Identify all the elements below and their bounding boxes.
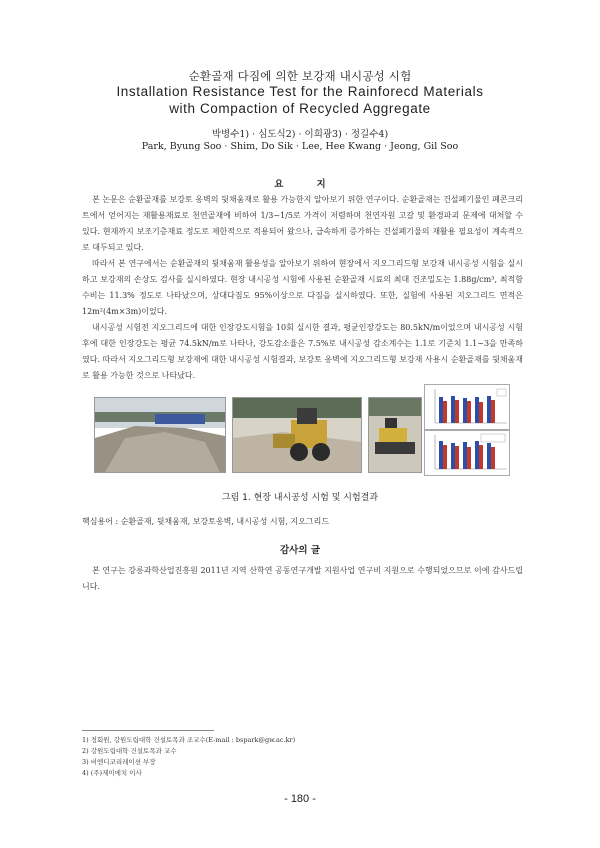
authors-korean: 박병수1) · 심도식2) · 이희광3) · 정길수4) [211, 129, 389, 140]
page-number: - 180 - [284, 793, 316, 805]
footnote-1: 1) 정회원, 강원도립대학 건설토목과 조교수(E-mail : bspark@gw.ac.kr) [82, 736, 296, 744]
keywords: 핵심용어 : 순환골재, 뒷채움재, 보강토옹벽, 내시공성 시험, 지오그리드 [82, 517, 330, 526]
footnote-4: 4) (주)제이에치 이사 [82, 769, 142, 777]
abstract-heading: 요 지 [274, 179, 326, 190]
acknowledgement-text: 본 연구는 강릉과학산업진흥원 2011년 지역 산학연 공동연구개발 지원사업 연구비 지원으로 수행되었으므로 이에 감사드립니다. [82, 566, 523, 591]
acknowledgement-heading: 감사의 글 [279, 545, 320, 556]
figure-caption: 그림 1. 현장 내시공성 시험 및 시험결과 [221, 493, 379, 503]
authors-english: Park, Byung Soo · Shim, Do Sik · Lee, Hee Kwang · Jeong, Gil Soo [141, 141, 459, 152]
loader-photo [232, 397, 362, 473]
footnote-2: 2) 강원도립대학 건설토목과 교수 [82, 747, 177, 755]
abstract-body [82, 192, 523, 384]
result-chart-1 [424, 384, 510, 430]
result-chart-2 [424, 430, 510, 476]
footnote-3: 3) 비엔디코리레이션 부장 [82, 758, 156, 766]
footnote-divider [82, 730, 214, 731]
footnotes [82, 735, 522, 779]
abstract-paragraph-2: 따라서 본 연구에서는 순환골재의 뒷채움재 활용성을 알아보기 위하여 현장에서 지오그리드형 보강재 내시공성 시험을 실시하고 보강재의 손상도 검사를 실시하였다. 현장 내시공성 시험에 사용된 순환골재 시료의 최대 건조밀도는 1.88g/cm³, 최적함수비는 11.3% 정도로 나타났으며, 상대다짐도 95%이상으로 다짐을 실시하였다. 또한, 실험에 사용된 지오그리드 면적은 12m²(4m×3m)이었다. [82, 259, 523, 316]
abstract-paragraph-3: 내시공성 시험전 지오그리드에 대한 인장강도시험을 10회 실시한 결과, 평균인장강도는 80.5kN/m이었으며 내시공성 시험후에 대한 인장강도는 평균 74.5kN/m로 나타나, 강도감소율은 7.5%로 내시공성 감소계수는 1.1로 기준치 1.1~3을 만족하였다. 따라서 지오그리드형 보강재에 대한 내시공성 시험결과, 보강토 옹벽에 지오그리드형 보강재 사용시 순환골재를 뒷채움재로 활용 가능한 것으로 나타났다. [82, 323, 523, 380]
paper-title-english-line2: with Compaction of Recycled Aggregate [169, 101, 431, 116]
roller-compaction-photo [368, 397, 422, 473]
acknowledgement-body [82, 563, 523, 595]
paper-title-korean: 순환골재 다짐에 의한 보강재 내시공성 시험 [188, 69, 412, 83]
aggregate-pile-photo [94, 397, 226, 473]
paper-title-english-line1: Installation Resistance Test for the Rainforecd Materials [116, 84, 484, 99]
abstract-paragraph-1: 본 논문은 순환골재를 보강토 옹벽의 뒷채움재로 활용 가능한지 알아보기 위한 연구이다. 순환골재는 건설폐기물인 폐콘크리트에서 얻어지는 재활용재료로 천연골재에 비하여 1/3~1/5로 가격이 저렴하며 천연자원 고갈 및 환경파괴 문제에 대처할 수 있다. 현재까지 보조기층재료 정도로 제한적으로 적용되어 왔으나, 급속하게 증가하는 건설폐기물의 재활용 필요성이 계속적으로 대두되고 있다. [82, 195, 523, 252]
